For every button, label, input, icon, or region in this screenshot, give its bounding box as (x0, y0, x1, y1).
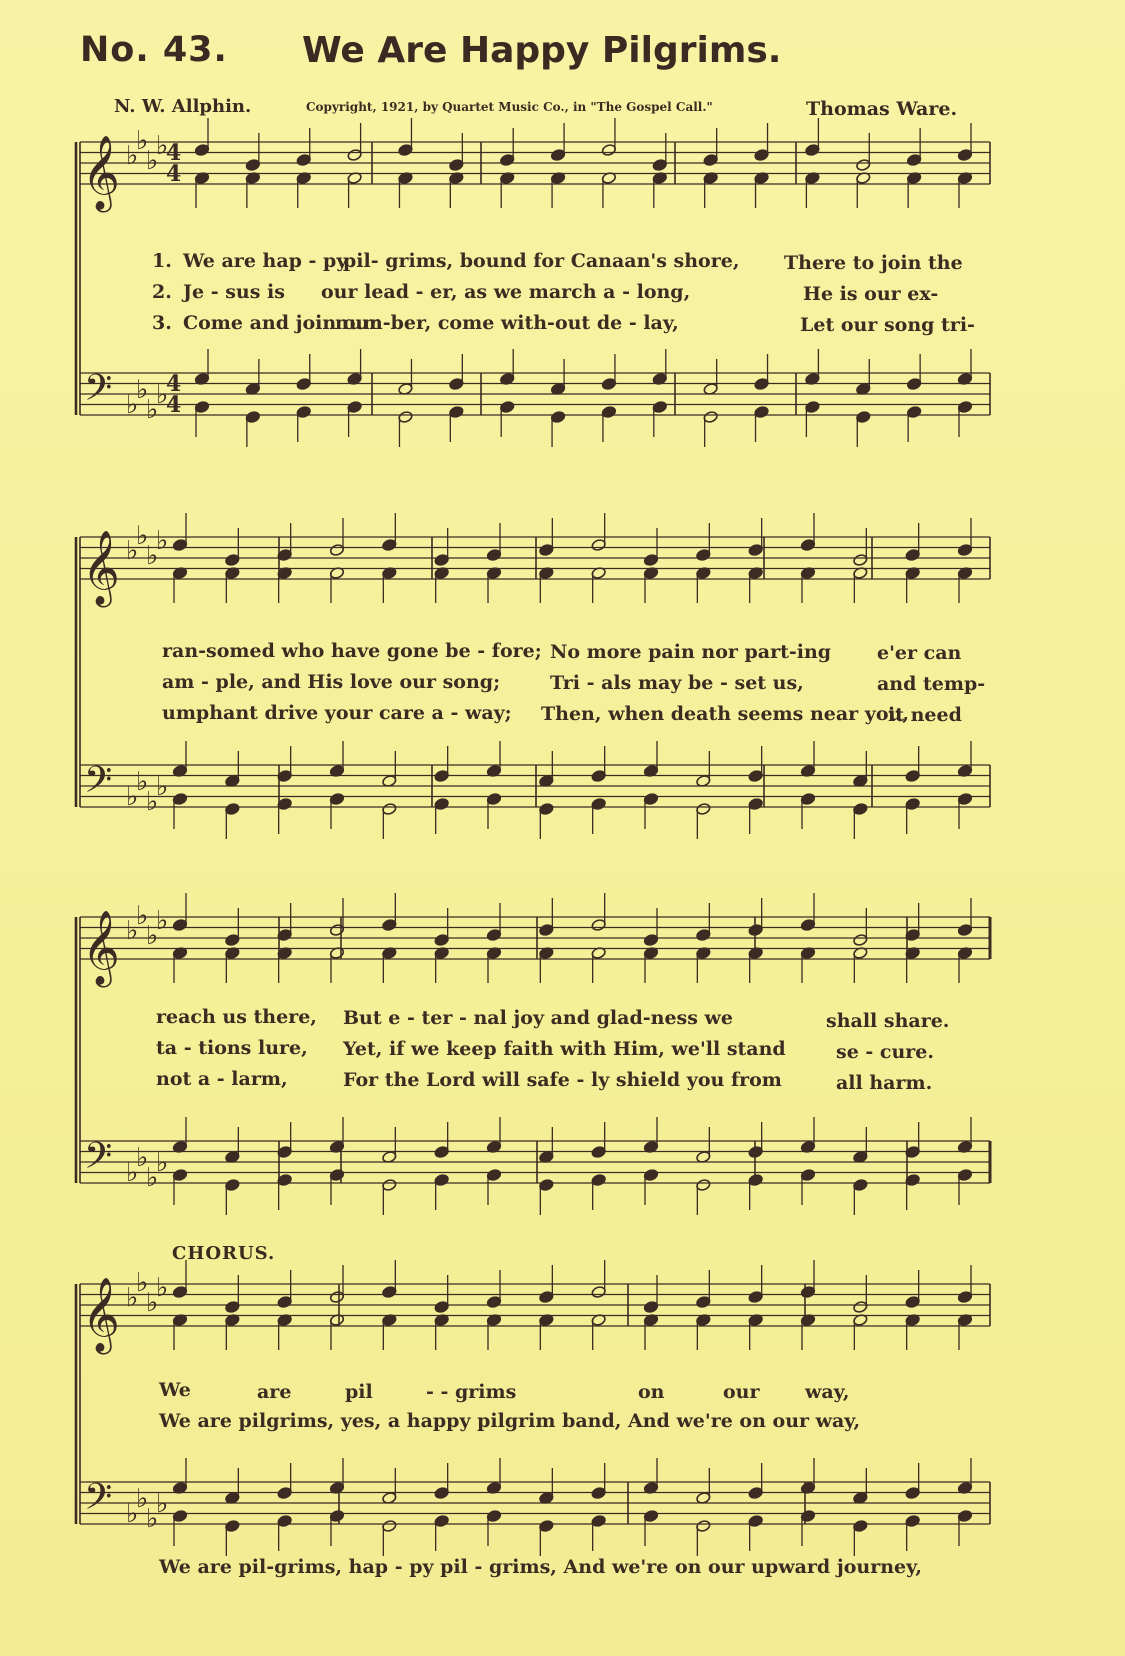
lyric-fragment: For the Lord will safe - ly shield you from (343, 1069, 782, 1091)
flat-sign: ♭ (146, 1504, 159, 1534)
chorus-word: pil (345, 1381, 373, 1403)
lyric-fragment: num-ber, come with-out de - lay, (335, 312, 679, 334)
lyric-fragment: e'er can (877, 642, 962, 664)
chorus-word: are (257, 1381, 292, 1403)
time-signature: 4 (166, 140, 182, 166)
verse-number: 1. (152, 250, 172, 272)
flat-sign: ♭ (126, 536, 139, 566)
flat-sign: ♭ (126, 1158, 139, 1188)
chorus-word: our (723, 1381, 760, 1403)
treble-clef: 𝄞 (82, 1278, 120, 1352)
lyric-fragment: our lead - er, as we march a - long, (321, 281, 691, 303)
flat-sign: ♭ (156, 1273, 169, 1303)
lyric-fragment: all harm. (836, 1072, 933, 1094)
lyric-fragment: am - ple, and His love our song; (162, 671, 501, 693)
flat-sign: ♭ (146, 541, 159, 571)
time-signature: 4 (166, 392, 182, 418)
flat-sign: ♭ (126, 1283, 139, 1313)
bass-clef: 𝄢 (84, 367, 113, 418)
hymn-title: We Are Happy Pilgrims. (302, 30, 782, 71)
flat-sign: ♭ (136, 375, 149, 405)
lyric-fragment: Then, when death seems near you, (541, 703, 909, 725)
treble-clef: 𝄞 (82, 136, 120, 210)
verse-number: 2. (152, 281, 172, 303)
lyric-fragment: ta - tions lure, (156, 1037, 308, 1059)
chorus-word: We (159, 1379, 191, 1401)
chorus-word: way, (805, 1381, 850, 1403)
lyric-fragment: There to join the (784, 252, 963, 274)
flat-sign: ♭ (136, 1268, 149, 1298)
chorus-line: We are pilgrims, yes, a happy pilgrim band, And we're on our way, (159, 1410, 861, 1432)
treble-clef: 𝄞 (82, 531, 120, 605)
flat-sign: ♭ (156, 380, 169, 410)
lyric-fragment: se - cure. (836, 1041, 934, 1063)
flat-sign: ♭ (156, 772, 169, 802)
lyric-fragment: Tri - als may be - set us, (550, 672, 804, 694)
flat-sign: ♭ (156, 1489, 169, 1519)
flat-sign: ♭ (126, 1499, 139, 1529)
flat-sign: ♭ (156, 1148, 169, 1178)
hymn-number: No. 43. (80, 30, 228, 70)
time-signature: 4 (166, 161, 182, 187)
time-signature: 4 (166, 371, 182, 397)
lyric-fragment: Come and join our (183, 312, 380, 334)
flat-sign: ♭ (146, 146, 159, 176)
flat-sign: ♭ (126, 390, 139, 420)
lyric-fragment: shall share. (826, 1010, 950, 1032)
treble-clef: 𝄞 (82, 911, 120, 985)
bass-clef: 𝄢 (84, 1135, 113, 1186)
flat-sign: ♭ (146, 921, 159, 951)
chorus-line: We are pil-grims, hap - py pil - grims, And we're on our upward journey, (159, 1556, 922, 1578)
lyricist-credit: N. W. Allphin. (114, 96, 252, 117)
flat-sign: ♭ (136, 126, 149, 156)
flat-sign: ♭ (146, 395, 159, 425)
flat-sign: ♭ (126, 782, 139, 812)
lyric-fragment: Let our song tri- (800, 314, 975, 336)
flat-sign: ♭ (126, 916, 139, 946)
flat-sign: ♭ (136, 767, 149, 797)
lyric-fragment: pil- grims, bound for Canaan's shore, (343, 250, 740, 272)
lyric-fragment: not a - larm, (156, 1068, 288, 1090)
flat-sign: ♭ (136, 521, 149, 551)
flat-sign: ♭ (136, 901, 149, 931)
flat-sign: ♭ (156, 906, 169, 936)
flat-sign: ♭ (156, 526, 169, 556)
lyric-fragment: He is our ex- (803, 283, 939, 305)
flat-sign: ♭ (146, 1288, 159, 1318)
flat-sign: ♭ (126, 141, 139, 171)
flat-sign: ♭ (156, 131, 169, 161)
lyric-fragment: it need (888, 704, 962, 726)
lyric-fragment: But e - ter - nal joy and glad-ness we (343, 1007, 733, 1029)
verse-number: 3. (152, 312, 172, 334)
chorus-word: - - grims (426, 1381, 517, 1403)
lyric-fragment: We are hap - py (183, 250, 348, 272)
composer-credit: Thomas Ware. (806, 98, 958, 120)
lyric-fragment: reach us there, (156, 1006, 317, 1028)
copyright-notice: Copyright, 1921, by Quartet Music Co., in "The Gospel Call." (306, 100, 713, 114)
bass-clef: 𝄢 (84, 759, 113, 810)
lyric-fragment: Je - sus is (183, 281, 285, 303)
chorus-word: on (638, 1381, 665, 1403)
flat-sign: ♭ (136, 1484, 149, 1514)
lyric-fragment: umphant drive your care a - way; (162, 702, 512, 724)
lyric-fragment: No more pain nor part-ing (550, 641, 832, 663)
lyric-fragment: and temp- (877, 673, 986, 695)
flat-sign: ♭ (146, 787, 159, 817)
chorus-label: CHORUS. (172, 1243, 276, 1264)
lyric-fragment: Yet, if we keep faith with Him, we'll stand (343, 1038, 786, 1060)
flat-sign: ♭ (146, 1163, 159, 1193)
bass-clef: 𝄢 (84, 1476, 113, 1527)
lyric-fragment: ran-somed who have gone be - fore; (162, 640, 542, 662)
flat-sign: ♭ (136, 1143, 149, 1173)
